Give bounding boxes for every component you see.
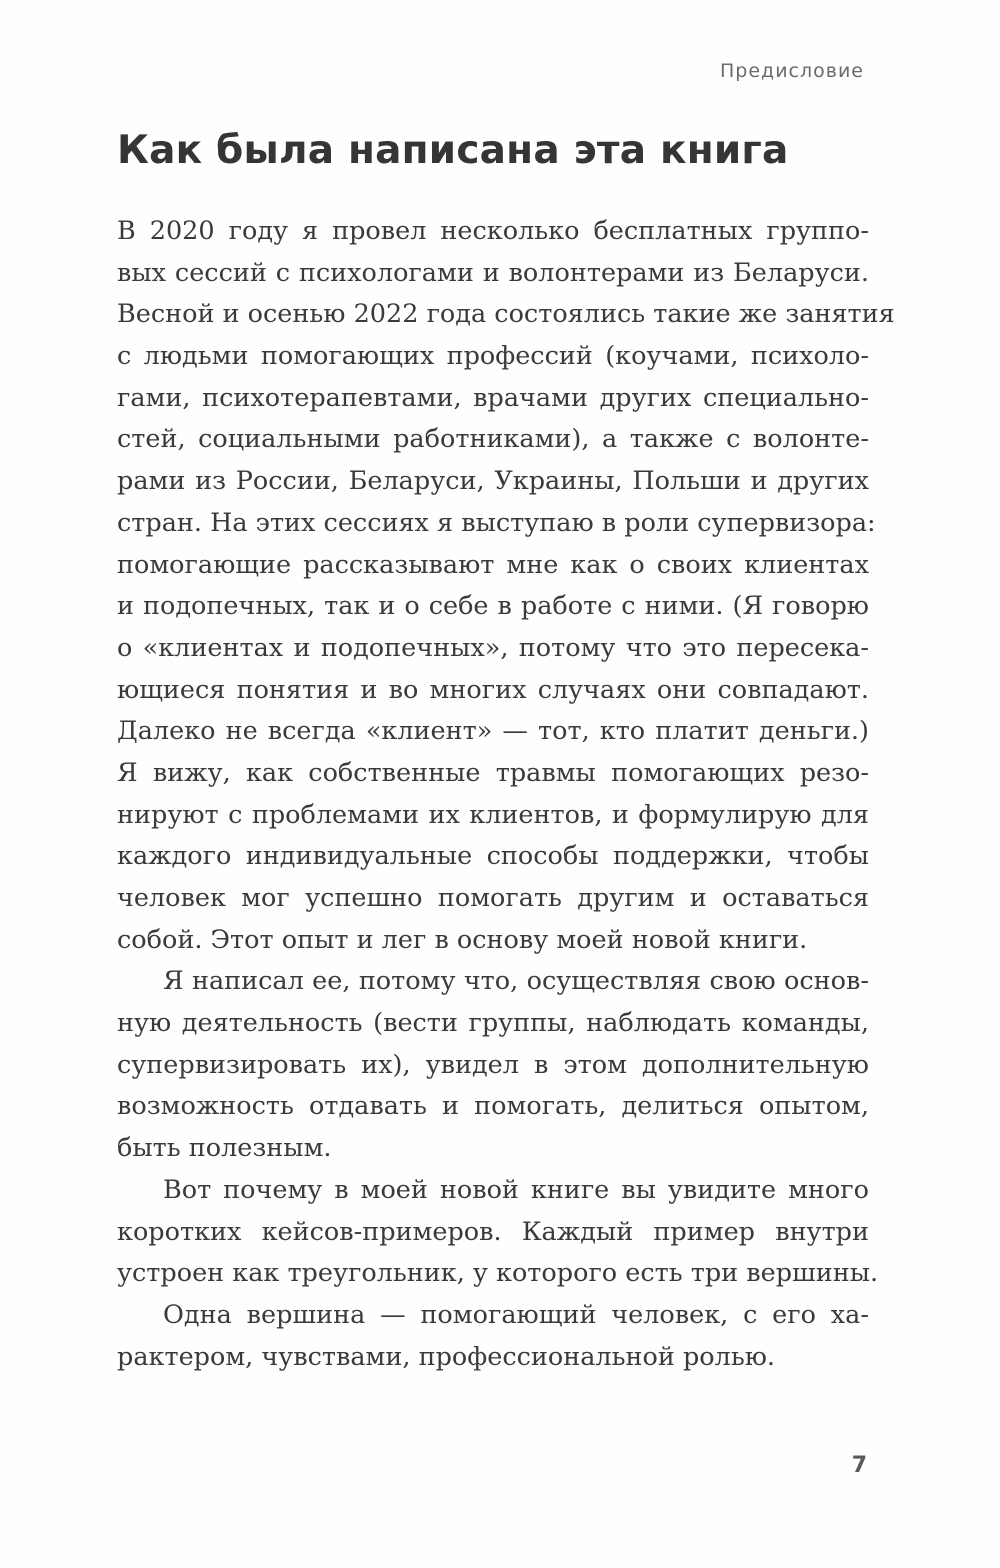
text-line: Весной и осенью 2022 года состоялись такие же занятия — [117, 299, 895, 330]
text-line: и подопечных, так и о себе в работе с ними. (Я говорю — [117, 591, 869, 622]
running-header: Предисловие — [720, 60, 864, 82]
text-line: Я вижу, как собственные травмы помогающих резо- — [117, 757, 869, 788]
text-line: быть полезным. — [117, 1133, 332, 1164]
chapter-title: Как была написана эта книга — [117, 128, 789, 173]
text-line: супервизировать их), увидел в этом дополнительную — [117, 1049, 869, 1080]
text-line: каждого индивидуальные способы поддержки, чтобы — [117, 841, 869, 872]
text-line: Далеко не всегда «клиент» — тот, кто платит деньги.) — [117, 716, 869, 747]
text-line: В 2020 году я провел несколько бесплатных группо- — [117, 216, 869, 246]
text-line: ющиеся понятия и во многих случаях они совпадают. — [117, 674, 869, 705]
text-line: Одна вершина — помогающий человек, с его ха- — [163, 1299, 869, 1330]
paragraph-3 — [117, 1170, 879, 1295]
paragraph-2 — [117, 961, 869, 1169]
text-line: возможность отдавать и помогать, делиться опытом, — [117, 1091, 869, 1122]
text-line: стран. На этих сессиях я выступаю в роли супервизора: — [117, 507, 876, 538]
paragraph-1 — [117, 211, 895, 961]
text-line: рами из России, Беларуси, Украины, Польши и других — [117, 466, 869, 497]
text-line: устроен как треугольник, у которого есть три вершины. — [117, 1258, 879, 1289]
text-line: коротких кейсов-примеров. Каждый пример внутри — [117, 1216, 869, 1247]
text-line: человек мог успешно помогать другим и оставаться — [117, 883, 869, 913]
text-line: гами, психотерапевтами, врачами других специально- — [117, 382, 869, 413]
text-line: ную деятельность (вести группы, наблюдать команды, — [117, 1008, 869, 1039]
text-line: Я написал ее, потому что, осуществляя свою основ- — [163, 966, 869, 997]
text-line: помогающие рассказывают мне как о своих клиентах — [117, 549, 869, 580]
text-line: нируют с проблемами их клиентов, и формулирую для — [117, 799, 869, 830]
body-text — [117, 211, 895, 1378]
text-line: стей, социальными работниками), а также с волонте- — [117, 424, 869, 455]
text-line: Вот почему в моей новой книге вы увидите много — [163, 1174, 869, 1205]
paragraph-4 — [117, 1295, 869, 1378]
text-line: собой. Этот опыт и лег в основу моей новой книги. — [117, 924, 808, 955]
text-line: рактером, чувствами, профессиональной ролью. — [117, 1341, 776, 1372]
page-number: 7 — [851, 1453, 867, 1478]
text-line: с людьми помогающих профессий (коучами, психоло- — [117, 341, 869, 372]
text-line: о «клиентах и подопечных», потому что это пересека- — [117, 632, 869, 663]
text-line: вых сессий с психологами и волонтерами из Беларуси. — [117, 257, 869, 288]
